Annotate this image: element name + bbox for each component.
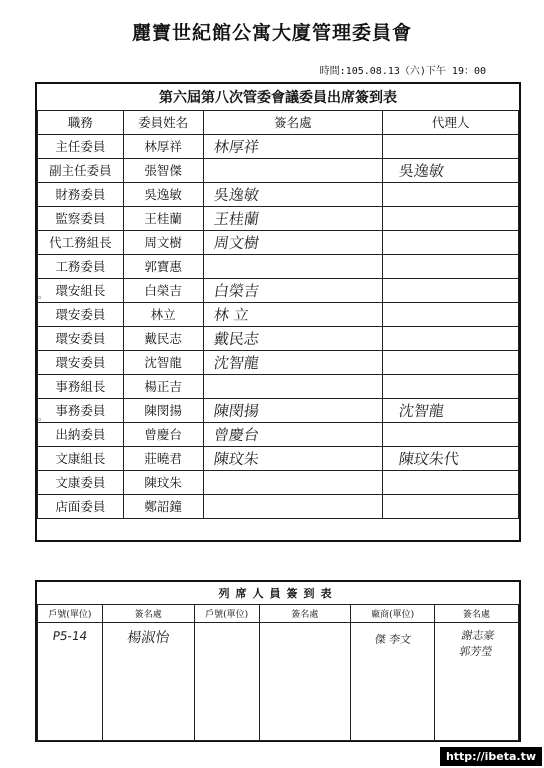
guest-sign-cell[interactable] [102, 622, 194, 740]
proxy-cell[interactable] [383, 470, 519, 494]
signature-cell[interactable] [203, 398, 383, 422]
guest-frame [35, 580, 521, 742]
signature-cell[interactable] [203, 134, 383, 158]
attendance-table [37, 84, 519, 519]
name-cell: 周文樹 [123, 230, 203, 254]
handwritten-signature: 吳逸敏 [212, 185, 260, 204]
attendance-row [38, 182, 519, 206]
vendor-sign-cell[interactable] [435, 622, 519, 740]
guest-header: 簽名處 [259, 604, 351, 622]
role-cell: 文康組長 [38, 446, 124, 470]
name-cell: 陳玟朱 [123, 470, 203, 494]
name-cell: 戴民志 [123, 326, 203, 350]
bullet-mark: ◦ [37, 416, 43, 426]
name-cell: 白榮吉 [123, 278, 203, 302]
guest-header: 戶號(單位) [194, 604, 259, 622]
name-cell: 林立 [123, 302, 203, 326]
name-cell: 沈智龍 [123, 350, 203, 374]
role-cell: 工務委員 [38, 254, 124, 278]
proxy-cell[interactable] [383, 134, 519, 158]
name-cell: 張智傑 [123, 158, 203, 182]
name-cell: 王桂蘭 [123, 206, 203, 230]
attendance-row [38, 278, 519, 302]
signature-cell[interactable] [203, 422, 383, 446]
guest-header: 簽名處 [435, 604, 519, 622]
role-cell: 代工務組長 [38, 230, 124, 254]
signature-cell[interactable] [203, 230, 383, 254]
attendance-row [38, 350, 519, 374]
signature-cell[interactable] [203, 494, 383, 518]
attendance-row [38, 374, 519, 398]
proxy-cell[interactable] [383, 350, 519, 374]
role-cell: 主任委員 [38, 134, 124, 158]
proxy-cell[interactable] [383, 254, 519, 278]
role-cell: 副主任委員 [38, 158, 124, 182]
vendor-unit: 傑 李文 [373, 632, 412, 646]
name-cell: 郭寶惠 [123, 254, 203, 278]
handwritten-signature: 曾慶台 [212, 425, 260, 444]
proxy-cell[interactable] [383, 422, 519, 446]
attendance-row [38, 326, 519, 350]
proxy-cell[interactable] [383, 494, 519, 518]
signature-cell[interactable] [203, 278, 383, 302]
proxy-cell[interactable] [383, 278, 519, 302]
name-cell: 莊曉君 [123, 446, 203, 470]
attendance-row [38, 446, 519, 470]
role-cell: 環安委員 [38, 326, 124, 350]
role-cell: 店面委員 [38, 494, 124, 518]
name-cell: 曾慶台 [123, 422, 203, 446]
name-cell: 林厚祥 [123, 134, 203, 158]
attendance-frame [35, 82, 521, 542]
name-cell: 陳閔揚 [123, 398, 203, 422]
proxy-cell[interactable] [383, 374, 519, 398]
guest-unit-cell[interactable] [38, 622, 103, 740]
watermark: http://ibeta.tw [440, 747, 542, 766]
signature-cell[interactable] [203, 446, 383, 470]
guest-caption: 列席人員簽到表 [38, 582, 519, 604]
attendance-row [38, 494, 519, 518]
signature-cell[interactable] [203, 182, 383, 206]
signature-cell[interactable] [203, 254, 383, 278]
proxy-cell[interactable] [383, 398, 519, 422]
handwritten-signature: 陳閔揚 [212, 401, 260, 420]
guest-header: 廠商(單位) [351, 604, 435, 622]
guest-table [37, 582, 519, 741]
name-cell: 吳逸敏 [123, 182, 203, 206]
role-cell: 環安委員 [38, 302, 124, 326]
handwritten-proxy: 沈智龍 [397, 401, 446, 420]
attendance-header: 職務 [38, 110, 124, 134]
guest-unit-1: P5-14 [51, 628, 89, 643]
guest-sign-1: 楊淑怡 [126, 629, 171, 646]
handwritten-signature: 林厚祥 [212, 137, 260, 156]
handwritten-signature: 周文樹 [212, 233, 260, 252]
vendor-unit-cell[interactable] [351, 622, 435, 740]
vendor-sign: 謝志豪 郭芳瑩 [457, 628, 496, 658]
handwritten-signature: 戴民志 [212, 329, 260, 348]
name-cell: 楊正吉 [123, 374, 203, 398]
role-cell: 監察委員 [38, 206, 124, 230]
proxy-cell[interactable] [383, 206, 519, 230]
handwritten-signature: 沈智龍 [212, 353, 260, 372]
signature-cell[interactable] [203, 470, 383, 494]
handwritten-signature: 林 立 [212, 305, 250, 324]
role-cell: 文康委員 [38, 470, 124, 494]
attendance-row [38, 422, 519, 446]
attendance-row [38, 230, 519, 254]
attendance-row [38, 134, 519, 158]
proxy-cell[interactable] [383, 446, 519, 470]
attendance-header: 委員姓名 [123, 110, 203, 134]
bullet-mark: ◦ [37, 294, 43, 304]
guest-sign-cell[interactable] [259, 622, 351, 740]
role-cell: 環安組長 [38, 278, 124, 302]
signature-cell[interactable] [203, 350, 383, 374]
proxy-cell[interactable] [383, 182, 519, 206]
handwritten-signature: 陳玟朱 [212, 449, 260, 468]
role-cell: 財務委員 [38, 182, 124, 206]
attendance-row [38, 206, 519, 230]
guest-unit-cell[interactable] [194, 622, 259, 740]
signature-cell[interactable] [203, 326, 383, 350]
attendance-caption: 第六屆第八次管委會議委員出席簽到表 [38, 84, 519, 110]
document-title: 麗寶世紀館公寓大廈管理委員會 [131, 22, 412, 44]
attendance-row [38, 470, 519, 494]
handwritten-signature: 白榮吉 [212, 281, 260, 300]
meeting-time: 時間:105.08.13（六)下午 19：00 [319, 66, 486, 77]
attendance-header: 代理人 [383, 110, 519, 134]
guest-header: 戶號(單位) [38, 604, 103, 622]
handwritten-proxy: 陳玟朱代 [397, 449, 461, 468]
guest-header: 簽名處 [102, 604, 194, 622]
attendance-row [38, 398, 519, 422]
attendance-row [38, 158, 519, 182]
proxy-cell[interactable] [383, 158, 519, 182]
handwritten-signature: 王桂蘭 [212, 209, 260, 228]
role-cell: 環安委員 [38, 350, 124, 374]
signature-cell[interactable] [203, 302, 383, 326]
role-cell: 事務組長 [38, 374, 124, 398]
role-cell: 事務委員 [38, 398, 124, 422]
signature-cell[interactable] [203, 206, 383, 230]
proxy-cell[interactable] [383, 230, 519, 254]
attendance-header: 簽名處 [203, 110, 383, 134]
handwritten-proxy: 吳逸敏 [397, 161, 446, 180]
signature-cell[interactable] [203, 158, 383, 182]
name-cell: 鄭詔鐘 [123, 494, 203, 518]
role-cell: 出納委員 [38, 422, 124, 446]
attendance-row [38, 302, 519, 326]
signature-cell[interactable] [203, 374, 383, 398]
attendance-row [38, 254, 519, 278]
proxy-cell[interactable] [383, 302, 519, 326]
proxy-cell[interactable] [383, 326, 519, 350]
